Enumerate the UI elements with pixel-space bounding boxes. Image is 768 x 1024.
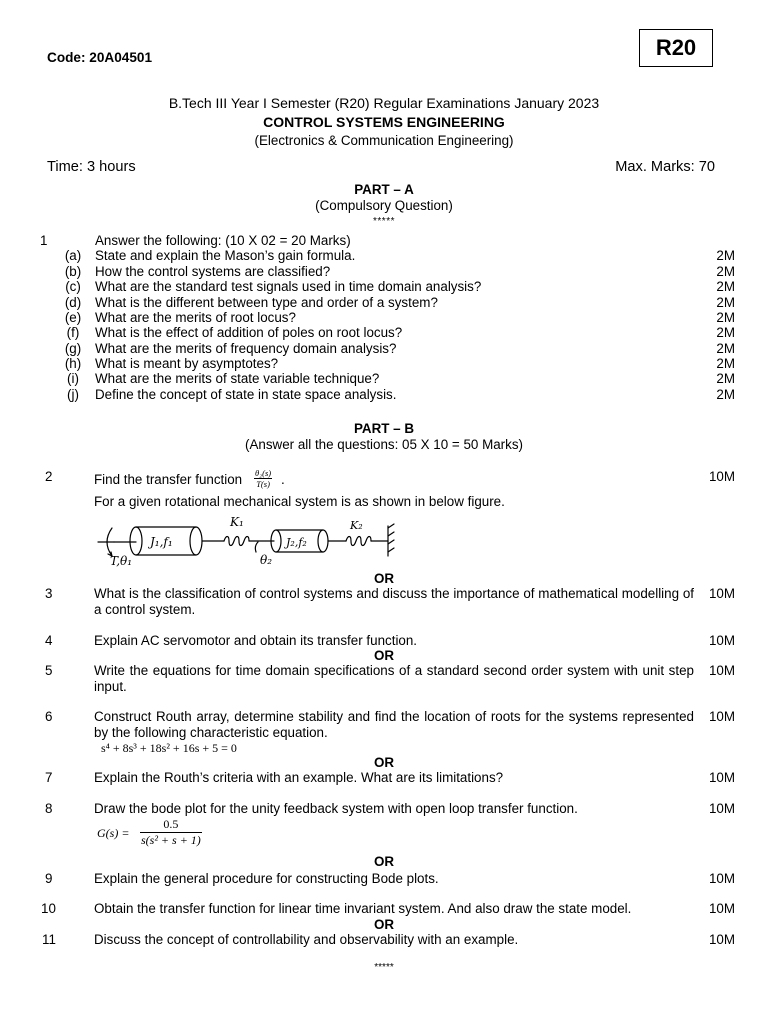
item-label: (f) [66, 325, 80, 340]
question-number: 8 [45, 801, 53, 816]
question-text: Explain the Routh’s criteria with an example. What are its limitations? [94, 770, 504, 785]
wall-hatch [388, 540, 394, 544]
period: . [281, 472, 285, 487]
question-text: What is the classification of control systems and discuss the importance of mathematical modelling of a control system. [94, 586, 694, 617]
item-text: Define the concept of state in state space analysis. [95, 387, 397, 402]
spring-k1 [224, 537, 249, 546]
question-text: Explain the general procedure for constructing Bode plots. [94, 871, 439, 886]
part-a-title: PART – A [354, 182, 414, 197]
list-item [0, 325, 768, 341]
item-marks: 2M [716, 356, 735, 371]
question-number: 9 [45, 871, 53, 886]
or-separator: OR [373, 648, 395, 663]
item-label: (a) [64, 248, 82, 263]
list-item [0, 264, 768, 280]
item-marks: 2M [716, 264, 735, 279]
question-text: Draw the bode plot for the unity feedback system with open loop transfer function. [94, 801, 578, 816]
item-marks: 2M [716, 325, 735, 340]
question-number: 6 [45, 709, 53, 724]
question-marks: 10M [708, 932, 735, 947]
tf-denominator: T(s) [256, 479, 270, 489]
item-label: (g) [64, 341, 82, 356]
or-separator: OR [373, 755, 395, 770]
tf-numerator: θ₂(s) [255, 468, 272, 478]
part-a-subtitle: (Compulsory Question) [315, 198, 453, 213]
question-marks: 10M [708, 801, 735, 816]
question-marks: 10M [708, 871, 735, 886]
list-item [0, 248, 768, 264]
or-separator: OR [373, 854, 395, 869]
item-marks: 2M [716, 371, 735, 386]
question-number: 3 [45, 586, 53, 601]
wall-hatch [388, 532, 394, 536]
subject-title: CONTROL SYSTEMS ENGINEERING [263, 114, 505, 130]
item-text: State and explain the Mason’s gain formula. [95, 248, 356, 263]
regulation-badge: R20 [639, 29, 713, 67]
item-marks: 2M [716, 387, 735, 402]
item-text: What are the standard test signals used in time domain analysis? [95, 279, 482, 294]
question-number: 10 [41, 901, 56, 916]
question-number: 4 [45, 633, 53, 648]
spring-k2 [346, 537, 371, 546]
item-text: What are the merits of frequency domain analysis? [95, 341, 397, 356]
item-text: What are the merits of state variable technique? [95, 371, 380, 386]
item-text: What are the merits of root locus? [95, 310, 296, 325]
question-marks: 10M [708, 469, 735, 484]
item-marks: 2M [716, 310, 735, 325]
characteristic-equation: s⁴ + 8s³ + 18s² + 16s + 5 = 0 [101, 741, 237, 755]
question-number: 5 [45, 663, 53, 678]
item-label: (h) [64, 356, 82, 371]
inertia-1-right-face [190, 527, 202, 555]
gs-denominator: s(s² + s + 1) [141, 833, 201, 847]
inertia-2-right-face [318, 530, 328, 552]
rotational-system-figure [96, 512, 408, 570]
label-j1: J₁,f₁ [150, 535, 173, 549]
max-marks: Max. Marks: 70 [615, 159, 715, 175]
question-number: 7 [45, 770, 53, 785]
item-text: What is meant by asymptotes? [95, 356, 279, 371]
question-marks: 10M [708, 586, 735, 601]
list-item [0, 356, 768, 372]
inertia-1-left-face [130, 527, 142, 555]
separator-stars: ***** [373, 216, 395, 227]
list-item [0, 387, 768, 403]
wall-hatch [388, 524, 394, 528]
item-marks: 2M [716, 295, 735, 310]
question-marks: 10M [708, 709, 735, 724]
question-text: Obtain the transfer function for linear time invariant system. And also draw the state model. [94, 901, 632, 916]
item-label: (c) [65, 279, 81, 294]
gs-numerator: 0.5 [140, 817, 202, 833]
part-b-subtitle: (Answer all the questions: 05 X 10 = 50 Marks) [245, 437, 523, 452]
question-number: 2 [45, 469, 53, 484]
question-marks: 10M [708, 633, 735, 648]
part-a-question [0, 233, 768, 249]
item-label: (b) [64, 264, 82, 279]
item-text: How the control systems are classified? [95, 264, 331, 279]
item-label: (e) [64, 310, 82, 325]
question-text: Explain AC servomotor and obtain its transfer function. [94, 633, 418, 648]
list-item [0, 279, 768, 295]
branch-title: (Electronics & Communication Engineering) [254, 133, 514, 148]
item-label: (j) [67, 387, 79, 402]
label-torque: T,θ₁ [110, 554, 133, 568]
gs-fraction [140, 817, 202, 848]
item-label: (i) [67, 371, 79, 386]
label-j2: J₂,f₂ [286, 536, 307, 549]
question-marks: 10M [708, 663, 735, 678]
or-separator: OR [373, 917, 395, 932]
question-text: Discuss the concept of controllability and observability with an example. [94, 932, 519, 947]
exam-code: Code: 20A04501 [47, 50, 153, 65]
item-marks: 2M [716, 248, 735, 263]
exam-title: B.Tech III Year I Semester (R20) Regular Examinations January 2023 [168, 95, 600, 111]
question-text: Construct Routh array, determine stability and find the location of roots for the systems represented by the following characteristic equation. [94, 709, 694, 740]
list-item [0, 295, 768, 311]
question-number: 11 [42, 932, 56, 947]
part-b-title: PART – B [353, 421, 414, 436]
exam-time: Time: 3 hours [47, 159, 136, 175]
theta2-arc [255, 542, 258, 552]
question-text: Write the equations for time domain specifications of a standard second order system with unit step input. [94, 663, 694, 694]
item-text: What is the effect of addition of poles on root locus? [95, 325, 403, 340]
list-item [0, 341, 768, 357]
end-stars: ***** [374, 962, 394, 973]
list-item [0, 371, 768, 387]
gs-lhs: G(s) = [97, 826, 130, 840]
question-text-2: For a given rotational mechanical system is as shown in below figure. [94, 494, 505, 509]
item-text: What is the different between type and order of a system? [95, 295, 438, 310]
label-theta2: θ₂ [260, 553, 273, 567]
question-text: Find the transfer function [94, 472, 243, 487]
question-number: 1 [40, 233, 48, 248]
label-k2: K₂ [350, 519, 363, 532]
item-label: (d) [64, 295, 82, 310]
or-separator: OR [373, 571, 395, 586]
item-marks: 2M [716, 341, 735, 356]
list-item [0, 310, 768, 326]
label-k1: K₁ [230, 515, 244, 529]
question-marks: 10M [708, 901, 735, 916]
item-marks: 2M [716, 279, 735, 294]
question-instruction: Answer the following: (10 X 02 = 20 Marks) [95, 233, 351, 248]
transfer-function-fraction [254, 468, 272, 489]
wall-hatch [388, 548, 394, 552]
question-marks: 10M [708, 770, 735, 785]
